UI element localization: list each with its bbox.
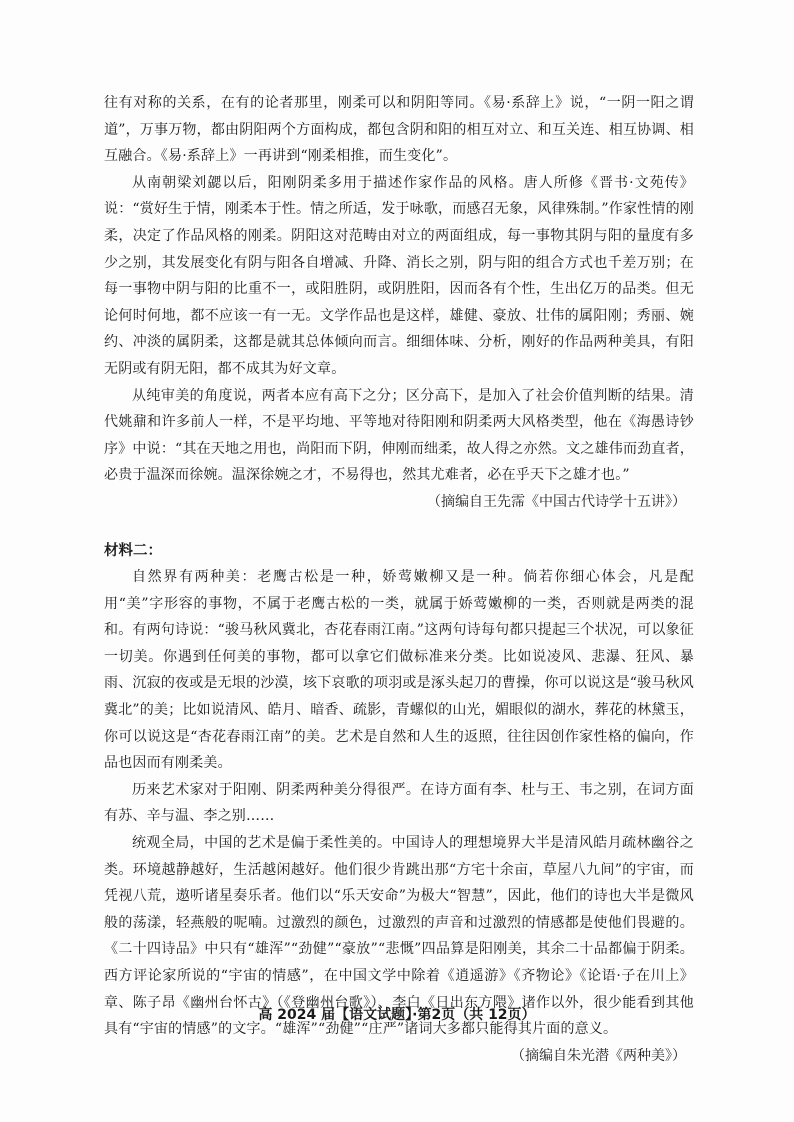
material2-paragraph-3: 统观全局，中国的艺术是偏于柔性美的。中国诗人的理想境界大半是清风皓月疏林幽谷之类。环境越静越好，生活越闲越好。他们很少肯跳出那“方宅十余亩，草屋八九间”的宇宙，而凭视八荒，遨听诸星奏乐者。他们以“乐天安命”为极大“智慧”，因此，他们的诗也大半是微风般的荡漾，轻燕般的呢喃。过激烈的颜色，过激烈的声音和过激烈的情感都是使他们畏避的。《二十四诗品》中只有“雄浑”“劲健”“豪放”“悲慨”四品算是阳刚美，其余二十品都偏于阴柔。西方评论家所说的“宇宙的情感”，在中国文学中除着《逍遥游》《齐物论》《论语·子在川上》章、陈子昂《幽州台怀古》（《登幽州台歌》）、李白《日出东方隈》诸作以外，很少能看到其他具有“宇宙的情感”的文字。“雄浑”“劲健”“庄严”诸词大多都只能得其片面的意义。 — [104, 835, 694, 1038]
page-footer: 高 2024 届【语文试题】·第2页（共 12页） — [258, 1007, 536, 1023]
material2-heading: 材料二： — [104, 541, 162, 559]
material1-paragraph-3: 从纯审美的角度说，两者本应有高下之分；区分高下，是加入了社会价值判断的结果。清代姚鼐和许多前人一样，不是平均地、平等地对待阳刚和阴柔两大风格类型，他在《海愚诗钞序》中说：“其在天地之用也，尚阳而下阴，伸刚而绌柔，故人得之亦然。文之雄伟而劲直者，必贵于温深而徐婉。温深徐婉之才，不易得也，然其尤难者，必在乎天下之雄才也。” — [104, 387, 694, 484]
section-gap — [104, 516, 694, 538]
material2-paragraph-1: 自然界有两种美：老鹰古松是一种，娇莺嫩柳又是一种。倘若你细心体会，凡是配用“美”字形容的事物，不属于老鹰古松的一类，就属于娇莺嫩柳的一类，否则就是两类的混和。有两句诗说：“骏马秋风冀北，杏花春雨江南。”这两句诗每句都只提起三个状况，可以象征一切美。你遇到任何美的事物，都可以拿它们做标准来分类。比如说凌风、悲瀑、狂风、暴雨、沉寂的夜或是无垠的沙漠，垓下哀歌的项羽或是涿头起刀的曹操，你可以说这是“骏马秋风冀北”的美；比如说清风、皓月、暗香、疏影，青螺似的山光，媚眼似的湖水，葬花的林黛玉，你可以说这是“杏花春雨江南”的美。艺术是自然和人生的返照，往往因创作家性格的偏向，作品也因而有刚柔美。 — [104, 569, 694, 772]
page-content — [104, 90, 694, 1069]
material1-source: （摘编自王先霈《中国古代诗学十五讲》） — [427, 493, 686, 510]
material2-paragraph-2: 历来艺术家对于阳刚、阴柔两种美分得很严。在诗方面有李、杜与王、韦之别，在词方面有苏、辛与温、李之别…… — [104, 781, 694, 825]
material1-paragraph-1: 往有对称的关系，在有的论者那里，刚柔可以和阴阳等同。《易·系辞上》说，“一阴一阳之谓道”，万事万物，都由阴阳两个方面构成，都包含阴和阳的相互对立、和互关连、相互协调、相互融合。《易·系辞上》一再讲到“刚柔相推，而生变化”。 — [104, 95, 694, 165]
material1-paragraph-2: 从南朝梁刘勰以后，阳刚阴柔多用于描述作家作品的风格。唐人所修《晋书·文苑传》说：“赏好生于情，刚柔本于性。情之所适，发于咏歌，而感召无象，风律殊制。”作家性情的刚柔，决定了作品风格的刚柔。阴阳这对范畴由对立的两面组成，每一事物其阴与阳的量度有多少之别，其发展变化有阴与阳各自增减、升降、消长之别，阴与阳的组合方式也千差万别；在每一事物中阴与阳的比重不一，或阳胜阴，或阴胜阳，因而各有个性，生出亿万的品类。但无论何时何地，都不应该一有一无。文学作品也是这样，雄健、豪放、壮伟的属阳刚；秀丽、婉约、冲淡的属阴柔，这都是就其总体倾向而言。细细体味、分析，刚好的作品两种美具，有阳无阴或有阴无阳，都不成其为好文章。 — [104, 174, 694, 377]
material2-source: （摘编自朱光潜《两种美》） — [511, 1047, 686, 1064]
